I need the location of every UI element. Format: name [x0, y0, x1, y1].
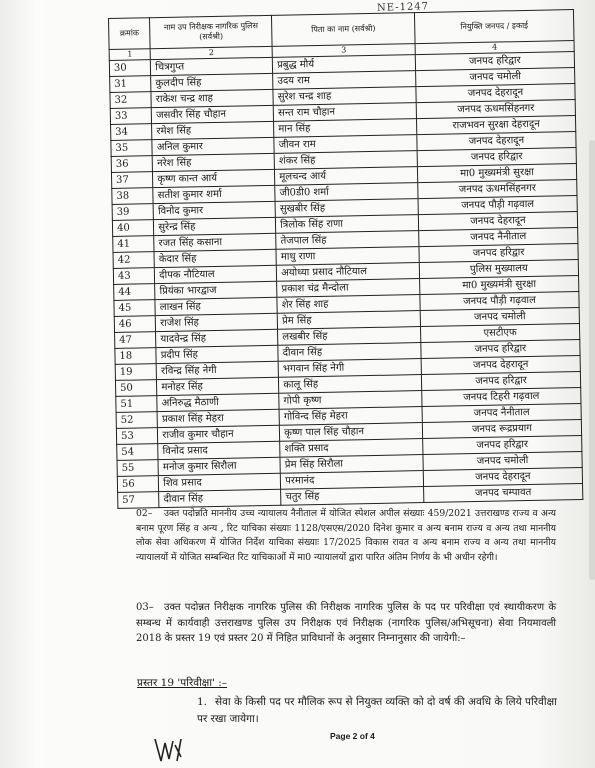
row-father-name: गोविन्द सिंह मेहरा — [279, 407, 422, 426]
row-posting: जनपद देहरादून — [417, 132, 576, 151]
row-posting: जनपद चम्पावत — [424, 483, 583, 502]
header-reference: NE-1247 — [376, 1, 430, 14]
row-serial: 34 — [111, 124, 153, 141]
officer-table — [108, 9, 583, 509]
table-body — [109, 52, 583, 509]
row-name: शिव प्रसाद — [159, 473, 281, 491]
col-header-serial: क्रमांक — [109, 18, 151, 50]
row-father-name: कालू सिंह — [279, 375, 422, 394]
row-serial: 39 — [112, 204, 154, 221]
row-serial: 44 — [114, 284, 156, 301]
rule-item — [197, 694, 559, 728]
row-serial: 52 — [116, 412, 158, 429]
row-father-name: लखबीर सिंह — [278, 327, 421, 346]
row-posting: जनपद चमोली — [420, 308, 579, 327]
row-posting: जनपद पौड़ी गढ़वाल — [418, 196, 577, 215]
row-father-name: सुखबीर सिंह — [275, 199, 418, 218]
colnum: 4 — [415, 41, 574, 55]
row-serial: 33 — [110, 108, 152, 125]
row-posting: जनपद हरिद्वार — [423, 435, 582, 454]
row-father-name: भगवान सिंह नेगी — [278, 359, 421, 378]
row-name: नरेश सिंह — [152, 153, 274, 171]
row-name: कृष्ण कान्त आर्य — [153, 169, 275, 187]
row-father-name: परमानंद — [280, 471, 423, 490]
row-name: राजीव कुमार चौहान — [158, 425, 280, 443]
row-father-name: मान सिंह — [274, 119, 417, 138]
row-posting: एसटीएफ — [421, 324, 580, 343]
rule-number: 1. — [197, 696, 208, 708]
row-father-name: प्रबुद्ध मौर्य — [273, 55, 416, 74]
row-serial: 56 — [117, 476, 159, 493]
row-serial: 38 — [112, 188, 154, 205]
section-title: प्रस्तर 19 'परिवीक्षा' :– — [137, 677, 228, 689]
row-name: सुरेन्द्र सिंह — [154, 217, 276, 235]
paragraph-02 — [136, 507, 556, 565]
row-father-name: जीवन राम — [274, 135, 417, 154]
row-posting: जनपद देहरादून — [418, 212, 577, 231]
row-name: अनिल कुमार — [152, 137, 274, 155]
row-serial: 37 — [111, 172, 153, 189]
row-name: विनोद कुमार — [153, 201, 275, 219]
row-serial: 41 — [113, 236, 155, 253]
row-name: रमेश सिंह — [152, 121, 274, 139]
row-serial: 19 — [115, 364, 157, 381]
page-margin — [0, 0, 34, 768]
row-name: राकेश चन्द्र शाह — [151, 89, 273, 107]
paragraph-text: उक्त पदोन्नति माननीय उच्च न्यायालय नैनीताल में योजित स्पेशल अपील संख्याः 459/2021 उत्तराखण्ड राज्य व अन्य बनाम पूरण सिंह व अन्य , रिट याचिका संख्याः 1128/एसएस/2020 दिनेश कुमार व अन्य बनाम राज्य व अन्य तथा माननीय लोक सेवा अधिकरण में योजित निर्देश याचिका संख्याः 17/2025 विकास रावत व अन्य बनाम राज्य व अन्य तथा माननीय न्यायालयों में योजित सम्बन्धित रिट याचिकाओं में मा0 न्यायालयों द्वारा पारित अंतिम निर्णय के भी अधीन रहेगी। — [136, 508, 556, 563]
row-serial: 46 — [114, 316, 156, 333]
row-father-name: माधु राणा — [276, 247, 419, 266]
col-header-father: पिता का नाम (सर्वश्री) — [272, 13, 415, 47]
row-father-name: अयोध्या प्रसाद नौटियाल — [276, 263, 419, 282]
row-father-name: चतुर सिंह — [281, 487, 424, 506]
row-posting: पुलिस मुख्यालय — [419, 260, 578, 279]
row-posting: जनपद हरिद्वार — [421, 340, 580, 359]
row-serial: 40 — [112, 220, 154, 237]
row-serial: 30 — [109, 60, 151, 77]
row-serial: 31 — [110, 76, 152, 93]
colnum: 2 — [150, 46, 272, 59]
rule-text: सेवा के किसी पद पर मौलिक रूप से नियुक्त व्यक्ति को दो वर्ष की अवधि के लिये परिवीक्षा पर रखा जायेगा। — [197, 696, 557, 725]
signature-mark — [151, 735, 191, 765]
row-name: अनिरुद्ध मैठाणी — [157, 393, 279, 411]
row-name: रविन्द्र सिंह नेगी — [156, 361, 278, 379]
row-posting: राजभवन सुरक्षा देहरादून — [417, 116, 576, 135]
row-name: मनोज कुमार सिरौला — [158, 457, 280, 475]
row-posting: जनपद चमोली — [416, 68, 575, 87]
row-name: प्रियंका भारद्वाज — [155, 281, 277, 299]
row-posting: जनपद देहरादून — [421, 355, 580, 374]
col-header-name: नाम उप निरीक्षक नागरिक पुलिस (सर्वश्री) — [150, 15, 272, 48]
row-name: प्रदीप सिंह — [156, 345, 278, 363]
row-father-name: प्रेम सिंह सिरौला — [280, 455, 423, 474]
row-posting: जनपद हरिद्वार — [415, 52, 574, 71]
row-name: राजेश सिंह — [156, 313, 278, 331]
row-posting: जनपद टिहरी गढ़वाल — [422, 387, 581, 406]
paragraph-03 — [136, 600, 556, 647]
row-posting: जनपद ऊधमसिंहनगर — [418, 180, 577, 199]
row-posting: मा0 मुख्यमंत्री सुरक्षा — [420, 276, 579, 295]
row-father-name: जी0डी0 शर्मा — [275, 183, 418, 202]
row-name: दीवान सिंह — [159, 489, 281, 507]
row-serial: 51 — [116, 396, 158, 413]
row-serial: 50 — [115, 380, 157, 397]
row-father-name: त्रिलोक सिंह राणा — [276, 215, 419, 234]
row-serial: 32 — [110, 92, 152, 109]
row-posting: मा0 मुख्यमंत्री सुरक्षा — [417, 164, 576, 183]
row-name: चित्रगुप्त — [151, 57, 273, 75]
row-name: केदार सिंह — [154, 249, 276, 267]
row-serial: 57 — [118, 492, 160, 509]
row-serial: 18 — [115, 348, 157, 365]
row-name: रजत सिंह कसाना — [154, 233, 276, 251]
row-posting: जनपद हरिद्वार — [419, 244, 578, 263]
row-serial: 36 — [111, 156, 153, 173]
row-father-name: मूलचन्द आर्य — [275, 167, 418, 186]
row-name: जसवीर सिंह चौहान — [152, 105, 274, 123]
row-serial: 35 — [111, 140, 153, 157]
row-posting: जनपद चमोली — [423, 451, 582, 470]
row-posting: जनपद देहरादून — [423, 467, 582, 486]
row-father-name: शंकर सिंह — [274, 151, 417, 170]
row-father-name: कृष्ण पाल सिंह चौहान — [280, 423, 423, 442]
row-name: लाखन सिंह — [155, 297, 277, 315]
row-serial: 53 — [116, 428, 158, 445]
colnum: 1 — [109, 49, 151, 61]
row-father-name: शक्ति प्रसाद — [280, 439, 423, 458]
row-posting: जनपद ऊधमसिंहनगर — [416, 100, 575, 119]
paragraph-number: 02– — [136, 508, 153, 519]
row-name: यादवेन्द्र सिंह — [156, 329, 278, 347]
row-father-name: दीवान सिंह — [278, 343, 421, 362]
row-name: विनोद प्रसाद — [158, 441, 280, 459]
row-father-name: प्रकाश चंद्र मैन्दोला — [277, 279, 420, 298]
row-serial: 45 — [114, 300, 156, 317]
row-posting: जनपद पौड़ी गढ़वाल — [420, 292, 579, 311]
paragraph-number: 03– — [136, 602, 154, 613]
row-posting: जनपद रूद्रप्रयाग — [422, 419, 581, 438]
row-name: सतीश कुमार शर्मा — [153, 185, 275, 203]
row-name: मनोहर सिंह — [157, 377, 279, 395]
colnum: 3 — [272, 44, 415, 58]
row-name: प्रकाश सिंह मेहरा — [157, 409, 279, 427]
row-posting: जनपद हरिद्वार — [421, 371, 580, 390]
row-father-name: गोपी कृष्ण — [279, 391, 422, 410]
row-name: दीपक नौटियाल — [155, 265, 277, 283]
row-posting: जनपद देहरादून — [416, 84, 575, 103]
row-serial: 54 — [117, 444, 159, 461]
row-father-name: शेर सिंह शाह — [277, 295, 420, 314]
row-posting: जनपद नैनीताल — [419, 228, 578, 247]
row-father-name: सन्त राम चौहान — [273, 103, 416, 122]
col-header-posting: नियुक्ति जनपद / इकाई — [414, 10, 574, 44]
row-serial: 42 — [113, 252, 155, 269]
row-posting: जनपद हरिद्वार — [417, 148, 576, 167]
scrollbar[interactable] — [589, 140, 595, 580]
row-father-name: प्रेम सिंह — [277, 311, 420, 330]
row-serial: 43 — [113, 268, 155, 285]
paragraph-text: उक्त पदोन्नत निरीक्षक नागरिक पुलिस की निरीक्षक नागरिक पुलिस के पद पर परिवीक्षा एवं स्थायीकरण के सम्बन्ध में कार्यवाही उत्तराखण्ड पुलिस उप निरीक्षक एवं निरीक्षक (नागरिक पुलिस/अभिसूचना) सेवा नियमावली 2018 के प्रस्तर 19 एवं प्रस्तर 20 में निहित प्राविधानों के अनुसार निम्नानुसार की जायेगी:– — [136, 602, 556, 644]
row-serial: 47 — [115, 332, 157, 349]
row-posting: जनपद नैनीताल — [422, 403, 581, 422]
row-father-name: उदय राम — [273, 71, 416, 90]
row-name: कुलदीप सिंह — [151, 73, 273, 91]
row-father-name: सुरेश चन्द्र शाह — [273, 87, 416, 106]
row-serial: 55 — [117, 460, 159, 477]
row-father-name: तेजपाल सिंह — [276, 231, 419, 250]
page-number: Page 2 of 4 — [330, 731, 375, 741]
